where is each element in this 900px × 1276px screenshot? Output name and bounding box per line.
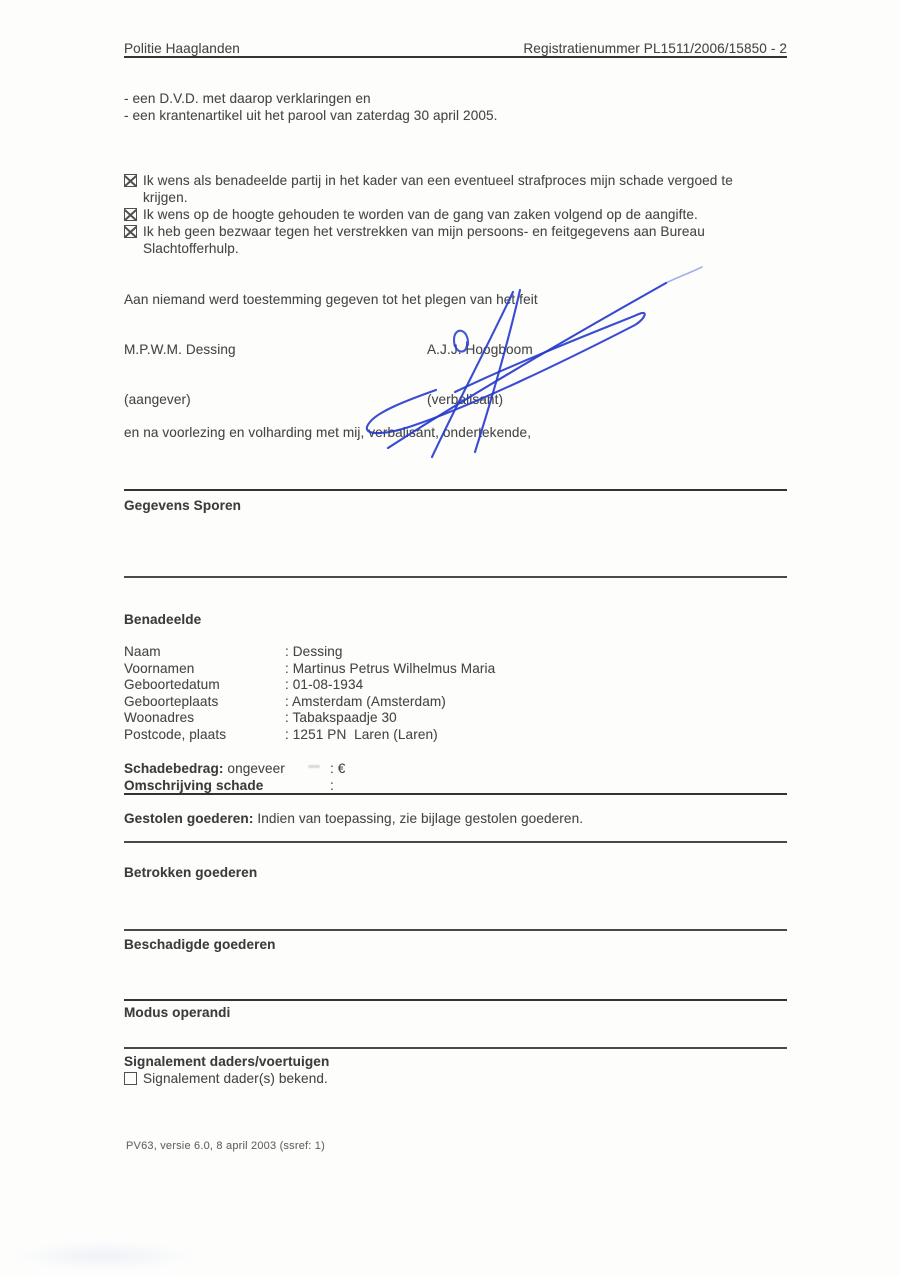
field-row: [124, 694, 787, 711]
field-value: : Martinus Petrus Wilhelmus Maria: [285, 660, 496, 676]
section-rule: [124, 576, 787, 578]
footer-form-version: PV63, versie 6.0, 8 april 2003 (ssref: 1): [126, 1140, 325, 1152]
permission-statement: Aan niemand werd toestemming gegeven tot het plegen van het feit: [124, 292, 538, 307]
gestolen-note: Indien van toepassing, zie bijlage gestolen goederen.: [257, 811, 584, 826]
schade-amount-row: [124, 760, 787, 777]
declaration-item: [124, 172, 776, 206]
reporter-role: (aangever): [124, 392, 191, 407]
header-rule: [124, 56, 787, 58]
schade-description-value: :: [330, 778, 334, 793]
checkbox-unchecked-icon: [124, 1072, 137, 1085]
field-row: [124, 677, 787, 694]
signalement-checkbox-item: [124, 1070, 776, 1087]
declaration-item: [124, 206, 776, 223]
field-value: : 01-08-1934: [285, 677, 364, 692]
field-row: [124, 661, 787, 678]
field-label: Woonadres: [124, 710, 195, 725]
section-rule: [124, 999, 787, 1001]
section-title-modus: Modus operandi: [124, 1005, 231, 1020]
section-title-betrokken: Betrokken goederen: [124, 865, 258, 880]
field-row: [124, 644, 787, 661]
section-title-beschadigde: Beschadigde goederen: [124, 937, 276, 952]
schade-amount-approx: ongeveer: [227, 761, 285, 776]
officer-name: A.J.J. Hoogboom: [427, 342, 533, 357]
schade-description-row: [124, 777, 787, 794]
schade-description-label: Omschrijving schade: [124, 778, 264, 793]
header-registration-number: Registratienummer PL1511/2006/15850 - 2: [523, 41, 787, 56]
section-title-benadeelde: Benadeelde: [124, 612, 202, 627]
checkbox-checked-icon: [124, 174, 137, 187]
field-value: : Amsterdam (Amsterdam): [285, 693, 446, 709]
field-label: Geboortedatum: [124, 677, 220, 692]
schade-amount-label: Schadebedrag:: [124, 761, 224, 776]
field-label: Geboorteplaats: [124, 693, 219, 709]
closing-statement: en na voorlezing en volharding met mij, verbalisant, ondertekende,: [124, 425, 532, 440]
declaration-text: Ik wens als benadeelde partij in het kader van een eventueel strafproces mijn schade vergoed te krijgen.: [143, 173, 733, 205]
gestolen-label: Gestolen goederen:: [124, 811, 254, 826]
declaration-item: [124, 223, 776, 257]
attachment-line: - een krantenartikel uit het parool van zaterdag 30 april 2005.: [124, 108, 498, 123]
field-label: Naam: [124, 644, 161, 659]
field-row: [124, 710, 787, 727]
section-title-signalement: Signalement daders/voertuigen: [124, 1054, 330, 1069]
field-label: Voornamen: [124, 660, 195, 676]
declaration-text: Ik wens op de hoogte gehouden te worden van de gang van zaken volgend op de aangifte.: [143, 207, 698, 222]
field-value: : Tabakspaadje 30: [285, 710, 397, 725]
schade-amount-value: : €: [330, 761, 346, 776]
section-rule: [124, 1047, 787, 1049]
reporter-name: M.P.W.M. Dessing: [124, 342, 236, 357]
checkbox-checked-icon: [124, 208, 137, 221]
scan-smudge: [8, 1242, 198, 1270]
field-label: Postcode, plaats: [124, 726, 227, 742]
section-title-sporen: Gegevens Sporen: [124, 498, 242, 513]
field-value: : 1251 PN Laren (Laren): [285, 726, 438, 742]
gestolen-row: [124, 810, 583, 827]
declaration-text: Ik heb geen bezwaar tegen het verstrekken van mijn persoons- en feitgegevens aan Bureau Slachtofferhulp.: [143, 224, 705, 256]
attachment-line: - een D.V.D. met daarop verklaringen en: [124, 91, 371, 106]
checkbox-checked-icon: [124, 225, 137, 238]
signalement-checkbox-text: Signalement dader(s) bekend.: [143, 1071, 328, 1086]
attachment-lines: [124, 90, 498, 124]
section-rule: [124, 841, 787, 843]
field-row: [124, 727, 787, 744]
field-value: : Dessing: [285, 644, 343, 659]
benadeelde-fields: [124, 644, 787, 743]
section-rule: [124, 489, 787, 491]
section-rule: [124, 929, 787, 931]
scan-artifact: [308, 765, 320, 768]
header-org: Politie Haaglanden: [124, 41, 240, 56]
section-rule: [124, 793, 787, 795]
officer-role: (verbalisant): [427, 392, 504, 407]
